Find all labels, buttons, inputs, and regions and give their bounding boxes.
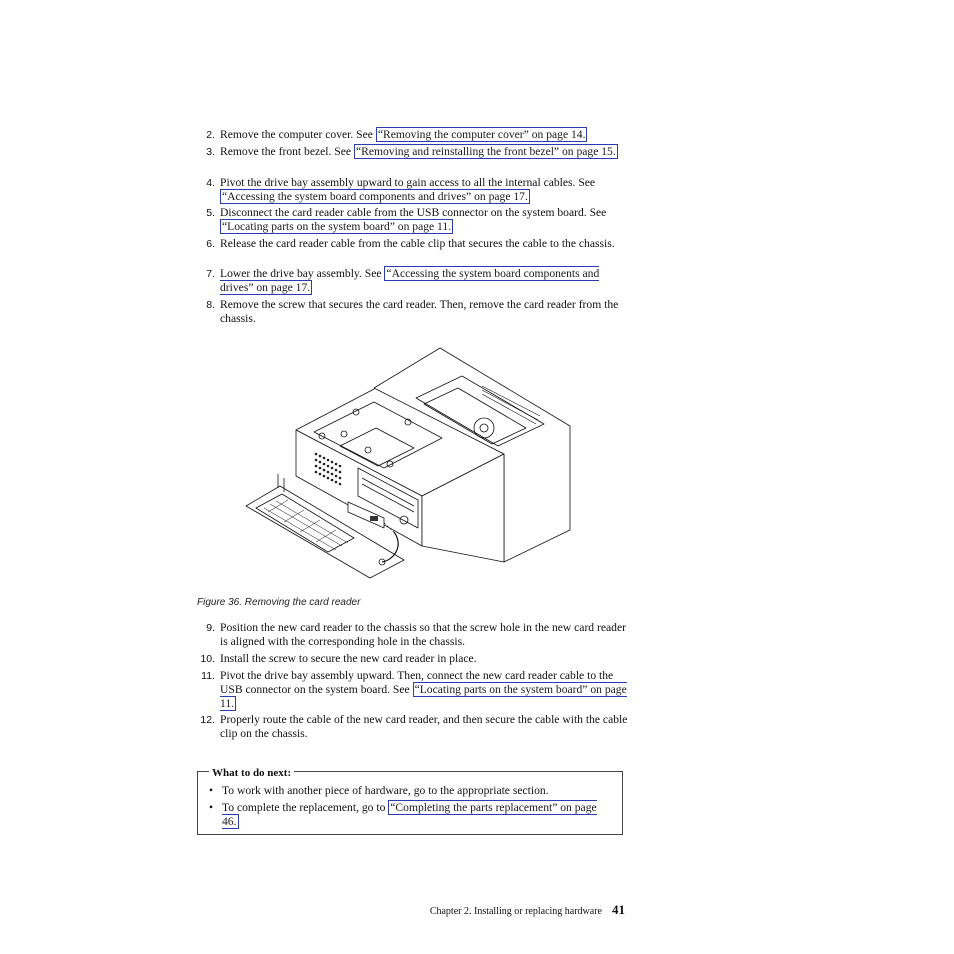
next-item-text: To work with another piece of hardware, go to the appropriate section. bbox=[222, 784, 549, 797]
step-text: Properly route the cable of the new card reader, and then secure the cable with the cable clip on the chassis. bbox=[220, 713, 628, 740]
link-accessing-system-board[interactable]: “Accessing the system board components and drives” on page 17. bbox=[220, 267, 600, 294]
step-text: Remove the screw that secures the card reader. Then, remove the card reader from the chassis. bbox=[220, 298, 619, 325]
step-number: 12. bbox=[200, 714, 215, 726]
link-removing-front-bezel[interactable]: “Removing and reinstalling the front bezel” on page 15. bbox=[355, 145, 616, 158]
step-number: 3. bbox=[206, 146, 215, 158]
step-number: 10. bbox=[200, 653, 215, 665]
step-text: Release the card reader cable from the cable clip that secures the cable to the chassis. bbox=[220, 237, 615, 250]
bullet-icon: • bbox=[209, 801, 214, 814]
step-number: 2. bbox=[206, 129, 215, 141]
page-footer bbox=[420, 903, 625, 919]
step-text: Disconnect the card reader cable from the USB connector on the system board. See “Locating parts on the system board” on page 11. bbox=[220, 206, 607, 233]
step-text: Pivot the drive bay assembly upward. Then, connect the new card reader cable to the USB connector on the system board. See “Locating parts on the system board” on page 11. bbox=[220, 669, 627, 710]
what-to-do-next-title: What to do next: bbox=[209, 766, 294, 780]
next-item-text: To complete the replacement, go to “Completing the parts replacement” on page 46. bbox=[222, 801, 597, 828]
card-reader-removal-illustration bbox=[244, 346, 576, 582]
step-number: 9. bbox=[206, 622, 215, 634]
step-number: 5. bbox=[206, 207, 215, 219]
step-text: Install the screw to secure the new card reader in place. bbox=[220, 652, 477, 665]
step-text: Pivot the drive bay assembly upward to gain access to all the internal cables. See “Accessing the system board components and drives” on page 17. bbox=[220, 176, 596, 203]
step-text: Remove the computer cover. See “Removing the computer cover” on page 14. bbox=[220, 128, 586, 141]
link-completing-parts-replacement[interactable]: “Completing the parts replacement” on page 46. bbox=[222, 801, 597, 828]
step-number: 7. bbox=[206, 268, 215, 280]
figure-caption: Figure 36. Removing the card reader bbox=[197, 597, 361, 608]
step-number: 4. bbox=[206, 177, 215, 189]
link-locating-parts[interactable]: “Locating parts on the system board” on page 11. bbox=[220, 683, 627, 710]
chapter-title: Chapter 2. Installing or replacing hardware bbox=[429, 906, 602, 917]
step-number: 8. bbox=[206, 299, 215, 311]
step-text: Position the new card reader to the chassis so that the screw hole in the new card reader is aligned with the corresponding hole in the chassis. bbox=[220, 621, 626, 648]
step-number: 6. bbox=[206, 238, 215, 250]
link-accessing-system-board[interactable]: “Accessing the system board components and drives” on page 17. bbox=[222, 190, 528, 203]
link-locating-parts[interactable]: “Locating parts on the system board” on page 11. bbox=[222, 220, 452, 233]
step-text: Lower the drive bay assembly. See “Accessing the system board components and drives” on page 17. bbox=[220, 267, 600, 294]
bullet-icon: • bbox=[209, 784, 214, 797]
page-number: 41 bbox=[612, 902, 625, 917]
link-removing-computer-cover[interactable]: “Removing the computer cover” on page 14. bbox=[377, 128, 586, 141]
step-number: 11. bbox=[201, 670, 215, 682]
step-text: Remove the front bezel. See “Removing and reinstalling the front bezel” on page 15. bbox=[220, 145, 616, 158]
